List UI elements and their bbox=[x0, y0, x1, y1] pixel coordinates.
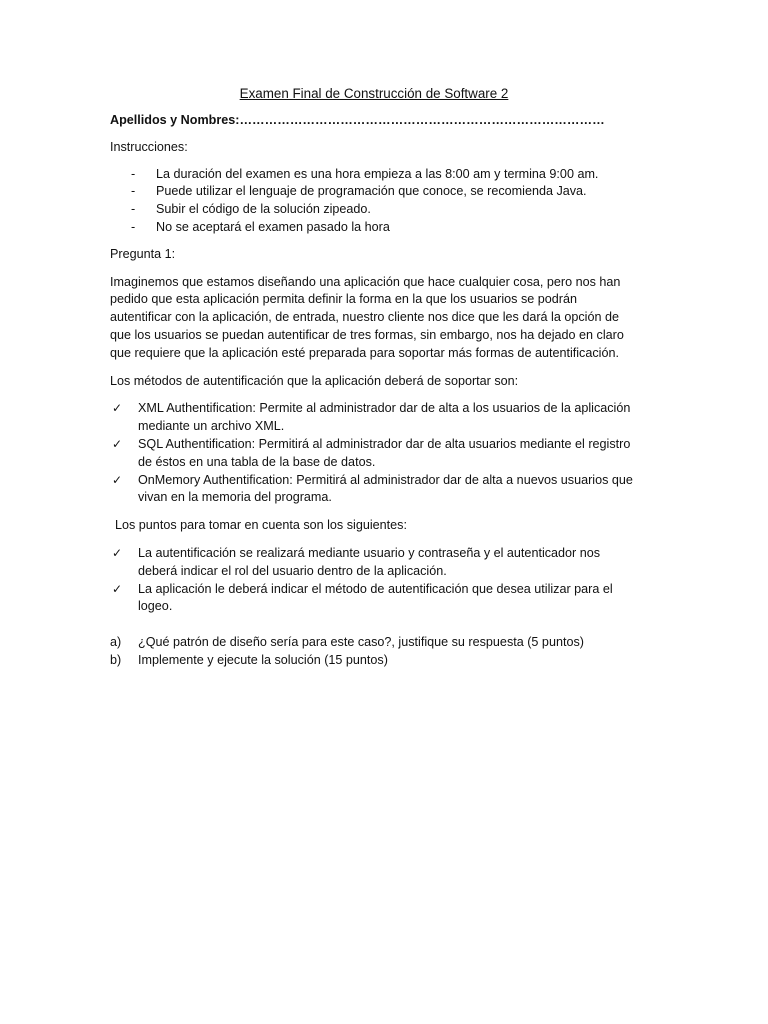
dash-marker: - bbox=[131, 219, 136, 234]
check-icon: ✓ bbox=[112, 472, 123, 487]
name-line: Apellidos y Nombres:…………………………………………………………………………… bbox=[110, 113, 605, 127]
exam-title: Examen Final de Construcción de Software 2 bbox=[239, 86, 509, 101]
list-item bbox=[110, 652, 638, 670]
list-item bbox=[110, 219, 638, 237]
instructions-list bbox=[110, 166, 638, 237]
points-list bbox=[110, 545, 638, 616]
task-marker: b) bbox=[110, 652, 122, 667]
question-heading: Pregunta 1: bbox=[110, 246, 176, 261]
point-text: La aplicación le deberá indicar el método de autentificación que desea utilizar para el logeo. bbox=[138, 581, 613, 614]
question-paragraph: Imaginemos que estamos diseñando una aplicación que hace cualquier cosa, pero nos han pedido que esta aplicación permita definir la forma en la que los usuarios se podrán autentificar con la aplicación, de entrada, nuestro cliente nos dice que les dará la opción de que los usuarios se puedan autentificar de tres formas, sin embargo, nos ha dejado en claro que requiere que la aplicación esté preparada para soportar más formas de autentificación. bbox=[110, 274, 624, 360]
dash-marker: - bbox=[131, 202, 136, 217]
point-text: La autentificación se realizará mediante usuario y contraseña y el autenticador nos deberá indicar el rol del usuario dentro de la aplicación. bbox=[138, 545, 601, 578]
list-item bbox=[110, 472, 638, 508]
list-item bbox=[110, 581, 638, 617]
instruction-text: Subir el código de la solución zipeado. bbox=[156, 202, 371, 217]
list-item bbox=[110, 201, 638, 219]
instruction-text: La duración del examen es una hora empieza a las 8:00 am y termina 9:00 am. bbox=[156, 166, 599, 181]
list-item bbox=[110, 634, 638, 652]
check-icon: ✓ bbox=[112, 581, 123, 596]
list-item bbox=[110, 436, 638, 472]
method-text: OnMemory Authentification: Permitirá al administrador dar de alta a nuevos usuarios que vivan en la memoria del programa. bbox=[138, 472, 633, 505]
task-text: Implemente y ejecute la solución (15 puntos) bbox=[138, 652, 388, 667]
instructions-heading: Instrucciones: bbox=[110, 139, 188, 154]
points-intro: Los puntos para tomar en cuenta son los siguientes: bbox=[115, 518, 407, 533]
check-icon: ✓ bbox=[112, 436, 123, 451]
instruction-text: No se aceptará el examen pasado la hora bbox=[156, 219, 390, 234]
dash-marker: - bbox=[131, 184, 136, 199]
method-text: SQL Authentification: Permitirá al administrador dar de alta usuarios mediante el registro de éstos en una tabla de la base de datos. bbox=[138, 436, 631, 469]
methods-list bbox=[110, 400, 638, 507]
list-item bbox=[110, 183, 638, 201]
tasks-list bbox=[110, 634, 638, 670]
methods-intro: Los métodos de autentificación que la aplicación deberá de soportar son: bbox=[110, 373, 519, 388]
list-item bbox=[110, 166, 638, 184]
list-item bbox=[110, 400, 638, 436]
method-text: XML Authentification: Permite al administrador dar de alta a los usuarios de la aplicación mediante un archivo XML. bbox=[138, 401, 631, 434]
instruction-text: Puede utilizar el lenguaje de programación que conoce, se recomienda Java. bbox=[156, 184, 587, 199]
task-marker: a) bbox=[110, 635, 122, 650]
check-icon: ✓ bbox=[112, 545, 123, 560]
check-icon: ✓ bbox=[112, 401, 123, 416]
dash-marker: - bbox=[131, 166, 136, 181]
list-item bbox=[110, 545, 638, 581]
task-text: ¿Qué patrón de diseño sería para este caso?, justifique su respuesta (5 puntos) bbox=[138, 635, 584, 650]
